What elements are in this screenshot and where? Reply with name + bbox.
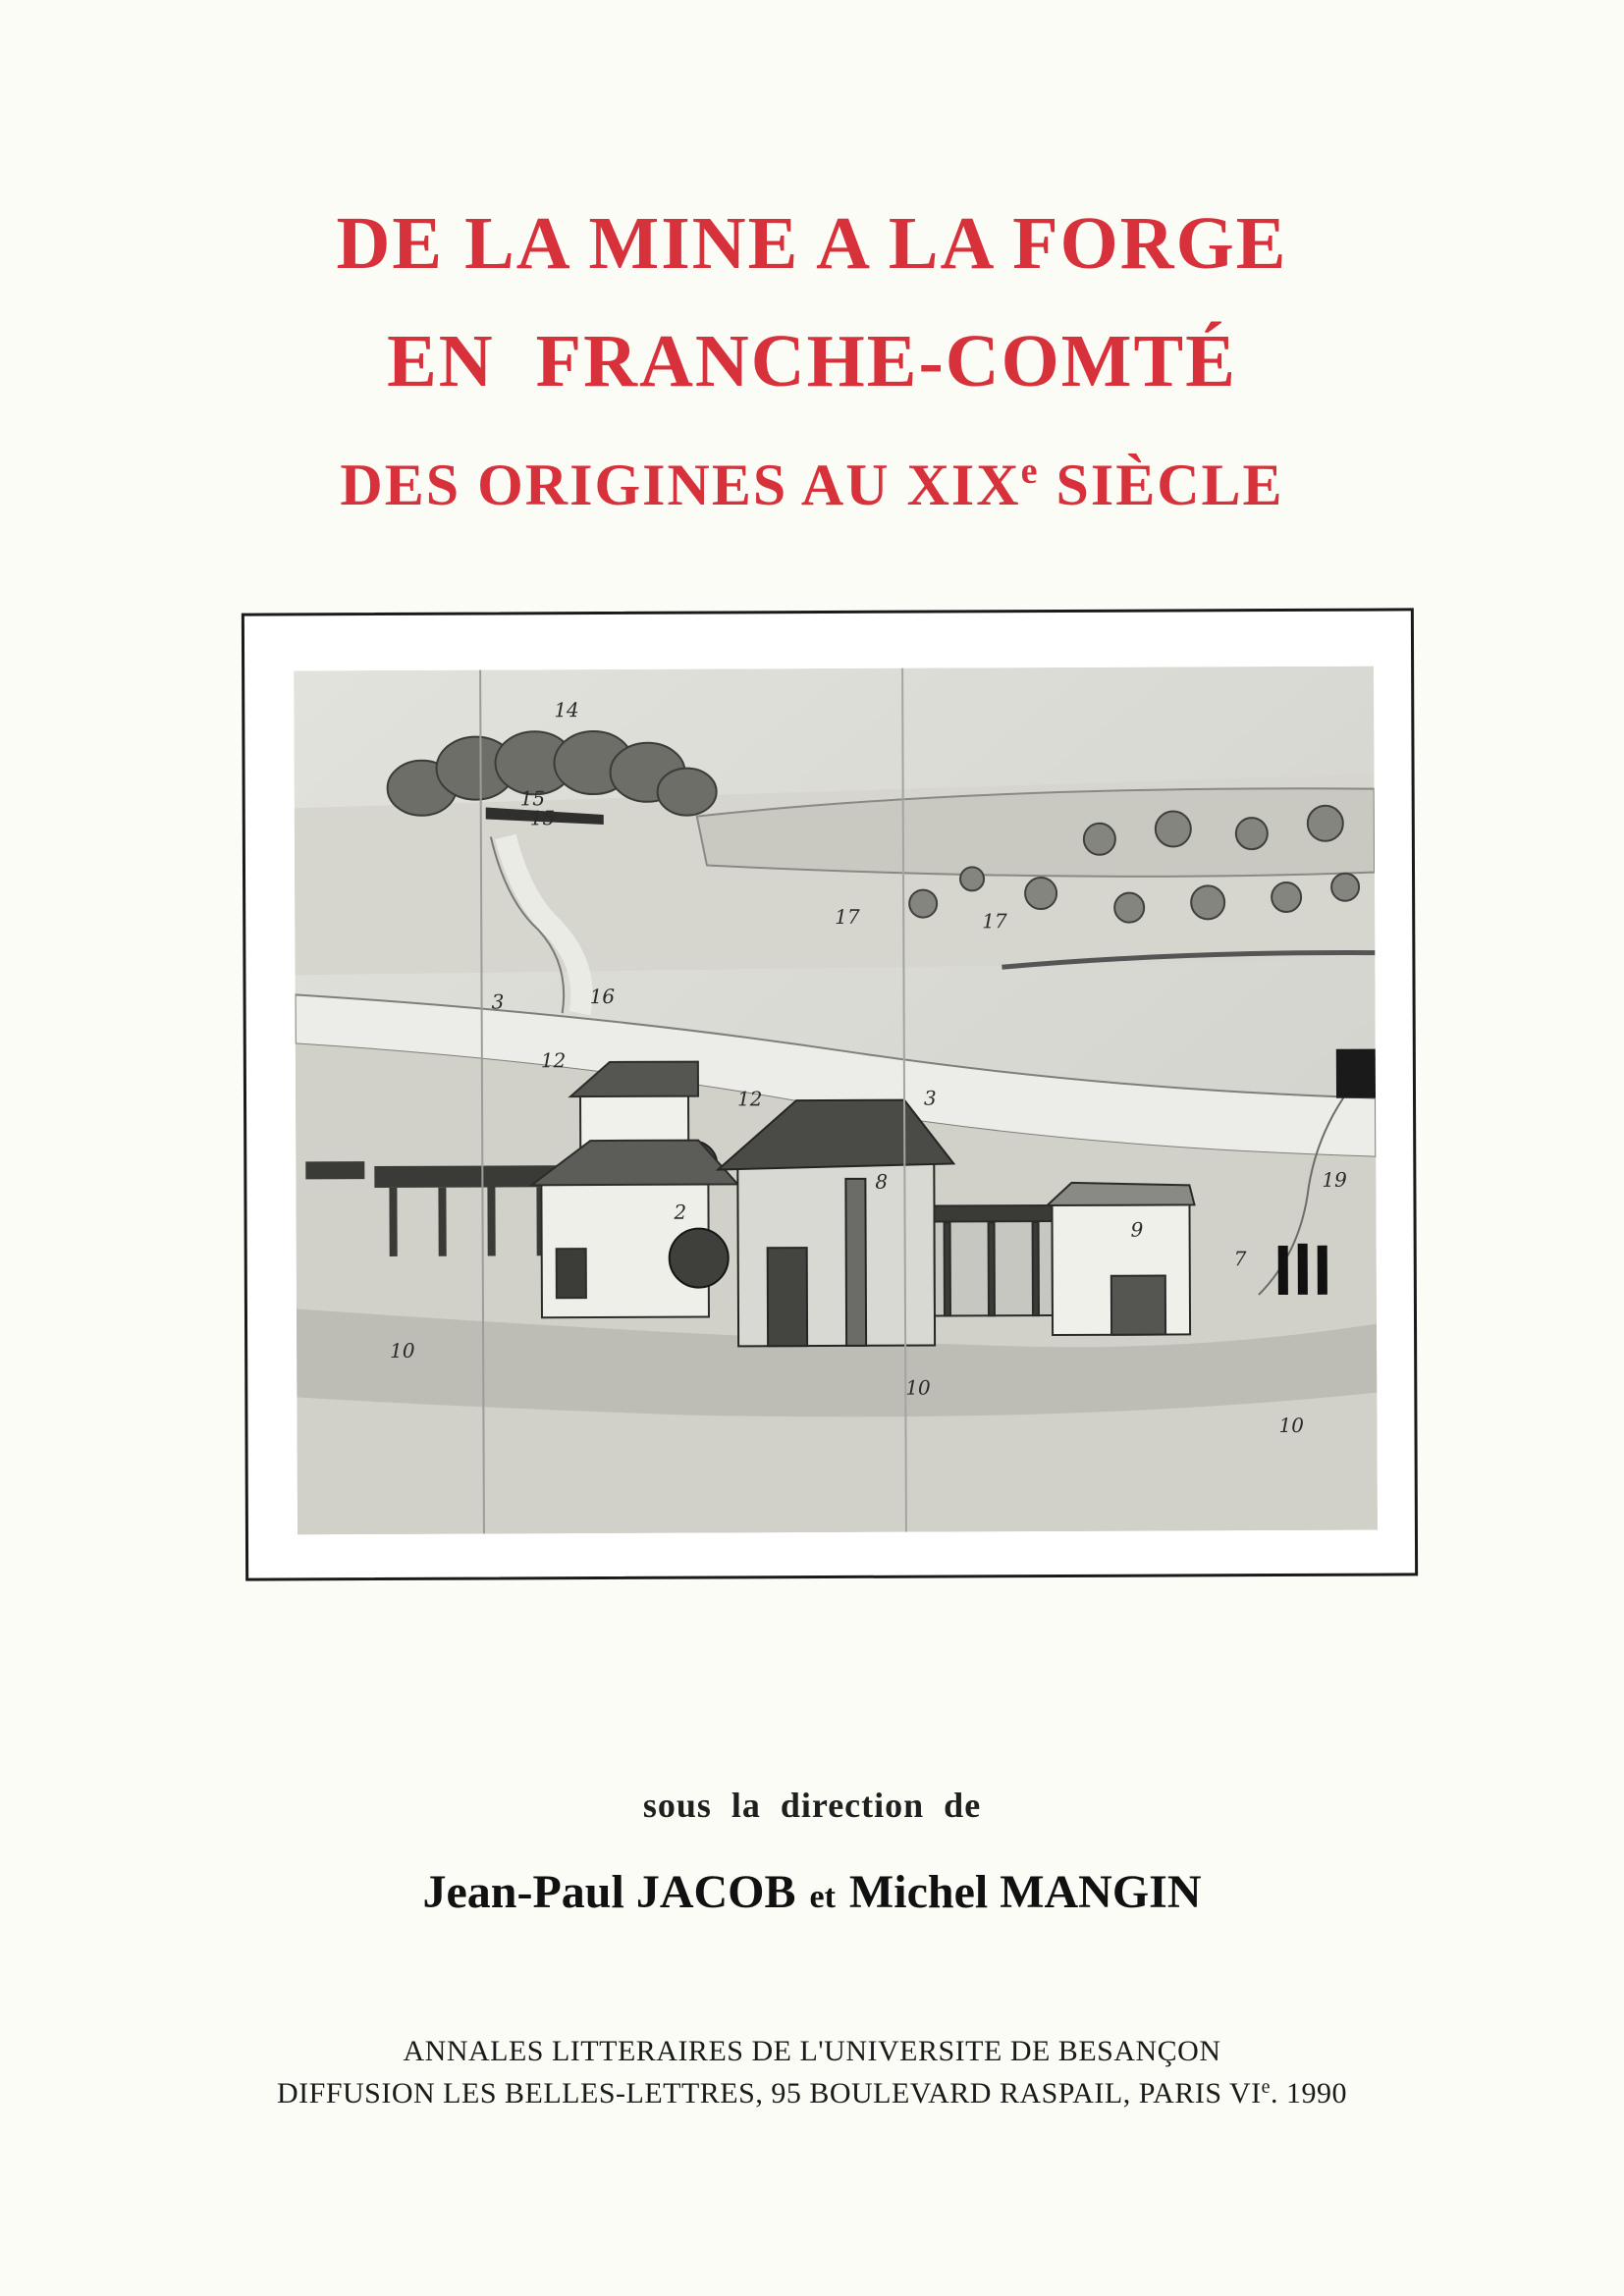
conjunction: et xyxy=(809,1879,836,1915)
label-10c: 10 xyxy=(1278,1413,1304,1438)
label-10b: 10 xyxy=(905,1375,931,1400)
label-12b: 12 xyxy=(736,1087,763,1111)
label-3b: 3 xyxy=(923,1086,937,1110)
label-16: 16 xyxy=(589,984,616,1009)
label-17a: 17 xyxy=(835,904,860,929)
title-line-1: DE LA MINE A LA FORGE xyxy=(336,202,1288,285)
subtitle xyxy=(0,450,1624,519)
label-7: 7 xyxy=(1233,1247,1247,1271)
author-1: Jean-Paul JACOB xyxy=(422,1866,796,1918)
illustration-frame xyxy=(242,608,1418,1580)
shed xyxy=(934,1205,1056,1316)
label-8: 8 xyxy=(875,1169,889,1194)
label-10a: 10 xyxy=(390,1338,415,1362)
right-posts xyxy=(1278,1244,1327,1295)
direction-line: sous la direction de xyxy=(642,1786,982,1825)
publisher-line-2-main: DIFFUSION LES BELLES-LETTRES, 95 BOULEVARD RASPAIL, PARIS VI xyxy=(276,2077,1262,2109)
right-block xyxy=(1336,1049,1376,1098)
label-19: 19 xyxy=(1322,1167,1347,1192)
label-15b: 15 xyxy=(529,806,556,830)
publisher-line-2 xyxy=(0,2076,1624,2110)
subtitle-end: SIÈCLE xyxy=(1039,453,1284,517)
publisher-superscript: e xyxy=(1261,2076,1272,2098)
label-14: 14 xyxy=(554,698,579,722)
forge-drawing xyxy=(294,667,1378,1535)
label-12a: 12 xyxy=(540,1048,567,1073)
publisher-line-1: ANNALES LITTERAIRES DE L'UNIVERSITE DE BESANÇON xyxy=(403,2035,1221,2067)
publisher-line-2-end: . 1990 xyxy=(1271,2077,1348,2109)
subtitle-superscript: e xyxy=(1020,451,1040,492)
author-2: Michel MANGIN xyxy=(848,1866,1202,1918)
water-wheel-lower xyxy=(670,1228,729,1287)
title-line-2: EN FRANCHE-COMTÉ xyxy=(387,320,1237,402)
authors xyxy=(0,1865,1624,1919)
label-2: 2 xyxy=(674,1200,687,1224)
label-9: 9 xyxy=(1130,1217,1144,1242)
building-9 xyxy=(1047,1182,1195,1335)
subtitle-main: DES ORIGINES AU XIX xyxy=(340,453,1021,517)
label-17b: 17 xyxy=(982,909,1007,934)
label-3a: 3 xyxy=(491,989,505,1014)
label-15a: 15 xyxy=(519,786,546,811)
